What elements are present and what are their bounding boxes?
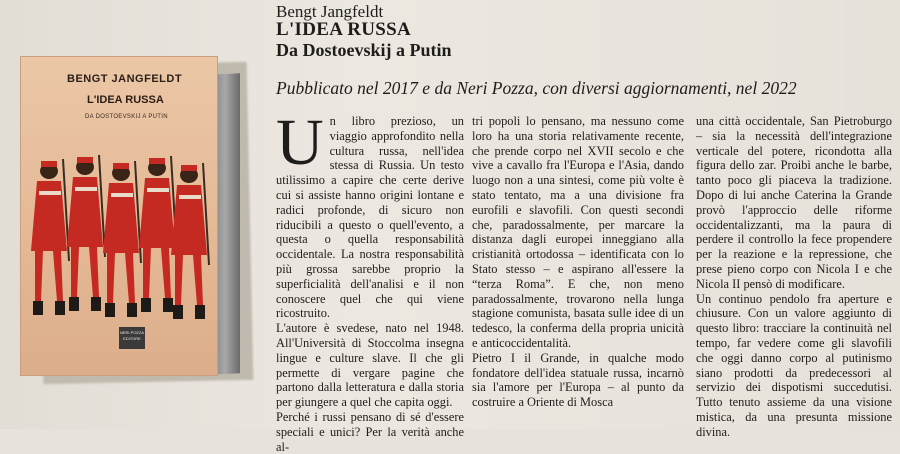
- article-title: L'IDEA RUSSA: [276, 19, 412, 40]
- paragraph: Perché i russi pensano di sé d'essere speciali e unici? Per la verità anche al-: [276, 409, 464, 454]
- paragraph: Un continuo pendolo fra aperture e chiusure. Con un valore aggiunto di questo libro: tracciare la continuità nel tempo, far vedere come gli slavofili che oggi danno corpo al putinismo siano prodotti da predecessori al servizio dei dispotismi succedutisi. Tutto tenuto assieme da una visione mistica, da una presunta missione divina.: [696, 291, 892, 439]
- article-author: Bengt Jangfeldt: [276, 2, 384, 21]
- publisher-logo: NERI POZZA EDITORE: [119, 327, 145, 349]
- cover-author: BENGT JANGFELDT: [67, 73, 183, 85]
- cover-subtitle: DA DOSTOEVSKIJ A PUTIN: [85, 114, 168, 120]
- book-cover: [20, 56, 218, 376]
- paragraph: tri popoli lo pensano, ma nessuno come loro ha una storia relativamente recente, che prende corpo nel XVII secolo e che vive a cavallo fra l'Europa e l'Asia, dando luogo non a una sintesi, come più volte è stato tentato, ma a una divisione fra eurofili e slavofili. Con questi secondi che, paradossalmente, per marcare la distanza dagli europei inneggiano alla cristianità ortodossa – identificata con lo Stato stesso – e aspirano all'essere la “terza Roma”. E che, non meno paradossalmente, trovarono nella lunga stagione comunista, basata sulle idee di un tedesco, la conferma della propria unicità e anticoccidentalità.: [472, 114, 684, 350]
- article-subtitle: Da Dostoevskij a Putin: [276, 40, 452, 60]
- article-column-2: [472, 114, 684, 410]
- publication-note: Pubblicato nel 2017 e da Neri Pozza, con diversi aggiornamenti, nel 2022: [276, 78, 797, 98]
- article-column-1: [276, 106, 464, 454]
- paragraph: Pietro I il Grande, in qualche modo fondatore dell'idea statuale russa, incarnò sia l'amore per l'Europa – al punto da costruire a Oriente di Mosca: [472, 350, 684, 410]
- article-column-3: [696, 114, 892, 440]
- paragraph: L'autore è svedese, nato nel 1948. All'Università di Stoccolma insegna lingue e culture slave. Il che gli permette di vergare pagine che partono dalla letteratura e dalla storia per giungere a quel che capita oggi.: [276, 321, 464, 410]
- soldiers-illustration-icon: [27, 151, 211, 331]
- paragraph: una città occidentale, San Pietroburgo – sia la necessità dell'integrazione verticale del potere, ricondotta alla figura dello zar. Proibì anche le barbe, tanto poco gli piaceva la tradizione. Dopo di lui anche Caterina la Grande provò l'approccio delle riforme occidentalizzanti, ma la paura di perdere il controllo la fece propendere per la reazione e la repressione, che prese pieno corpo con Nicola I e che Nicola II pensò di modificare.: [696, 114, 892, 291]
- cover-title: L'IDEA RUSSA: [87, 94, 164, 106]
- drop-cap: U: [276, 106, 324, 179]
- paragraph: [276, 106, 464, 321]
- paragraph-text: n libro prezioso, un viaggio approfondito nella cultura russa, nell'idea stessa di Russia. Un testo utilissimo a capire che certe derive cui si assiste hanno origini lontane e radici profonde, di sicuro non riducibili a questo o quell'evento, a questa o quella responsabilità occidentale. La nostra responsabilità più grossa sarebbe proprio la superficialità dell'analisi e il non conoscere quel che qui viene ricostruito.: [276, 114, 464, 321]
